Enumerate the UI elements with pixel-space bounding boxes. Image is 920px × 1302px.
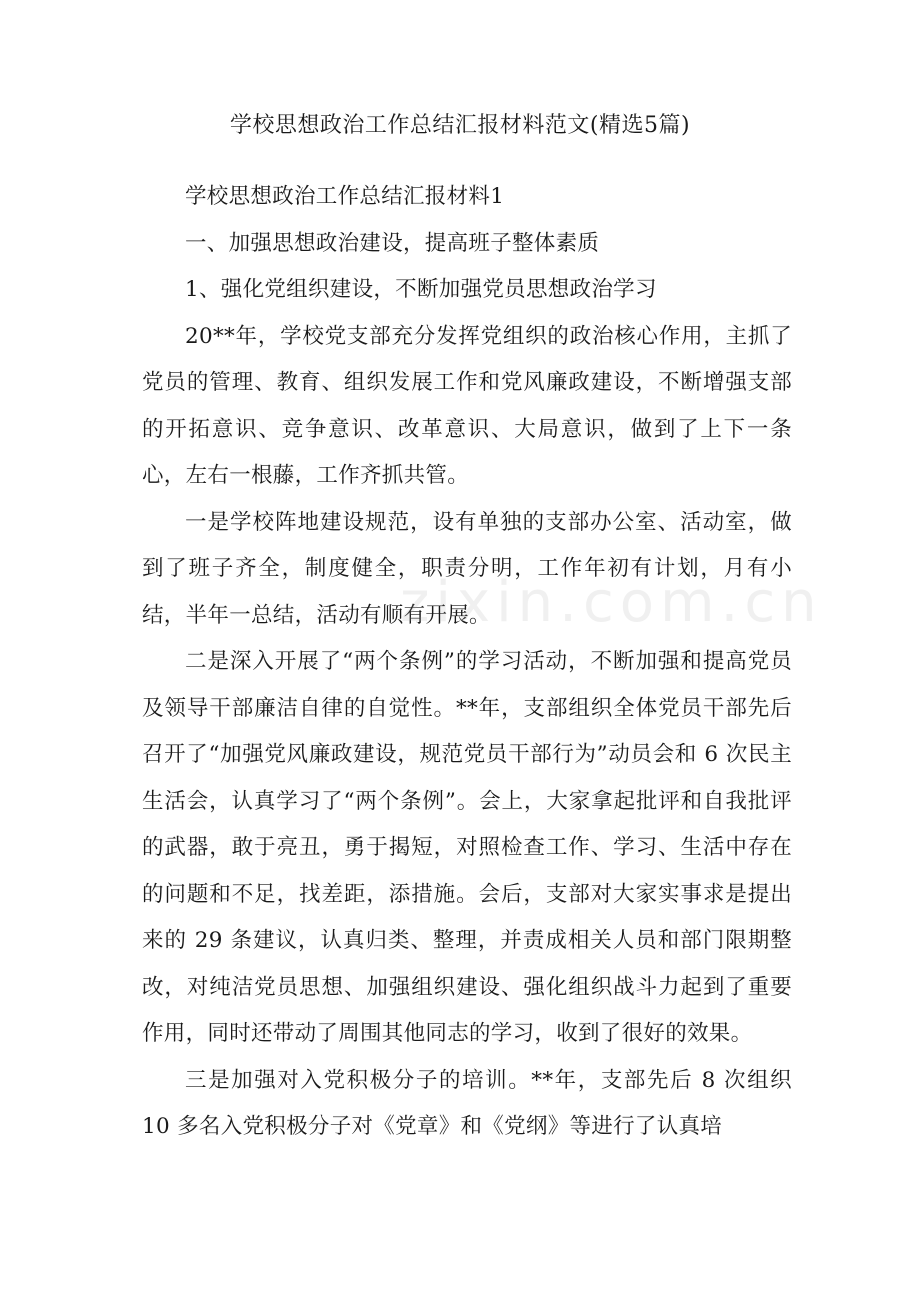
paragraph: 三是加强对入党积极分子的培训。**年，支部先后 8 次组织 10 多名入党积极分子对《党章》和《党纲》等进行了认真培 [142,1067,792,1139]
paragraph: 一是学校阵地建设规范，设有单独的支部办公室、活动室，做到了班子齐全，制度健全，职责分明，工作年初有计划，月有小结，半年一总结，活动有顺有开展。 [142,509,792,628]
document-body [142,174,792,1151]
section-title: 学校思想政治工作总结汇报材料1 [185,184,505,209]
watermark: zixin.com.cn [400,570,823,635]
document-title: 学校思想政治工作总结汇报材料范文(精选5篇) [229,113,691,138]
heading-level-2: 1、强化党组织建设，不断加强党员思想政治学习 [185,277,657,302]
paragraph: 二是深入开展了“两个条例”的学习活动，不断加强和提高党员及领导干部廉洁自律的自觉性。**年，支部组织全体党员干部先后召开了“加强党风廉政建设，规范党员干部行为”动员会和 6 次民主生活会，认真学习了“两个条例”。会上，大家拿起批评和自我批评的武器，敢于亮丑，勇于揭短，对照检查工作、学习、生活中存在的问题和不足，找差距，添措施。会后，支部对大家实事求是提出来的 29 条建议，认真归类、整理，并责成相关人员和部门限期整改，对纯洁党员思想、加强组织建设、强化组织战斗力起到了重要作用，同时还带动了周围其他同志的学习，收到了很好的效果。 [142,649,792,1046]
paragraph: 20**年，学校党支部充分发挥党组织的政治核心作用，主抓了党员的管理、教育、组织发展工作和党风廉政建设，不断增强支部的开拓意识、竞争意识、改革意识、大局意识，做到了上下一条心，左右一根藤，工作齐抓共管。 [142,323,792,488]
heading-level-1: 一、加强思想政治建设，提高班子整体素质 [185,230,600,256]
